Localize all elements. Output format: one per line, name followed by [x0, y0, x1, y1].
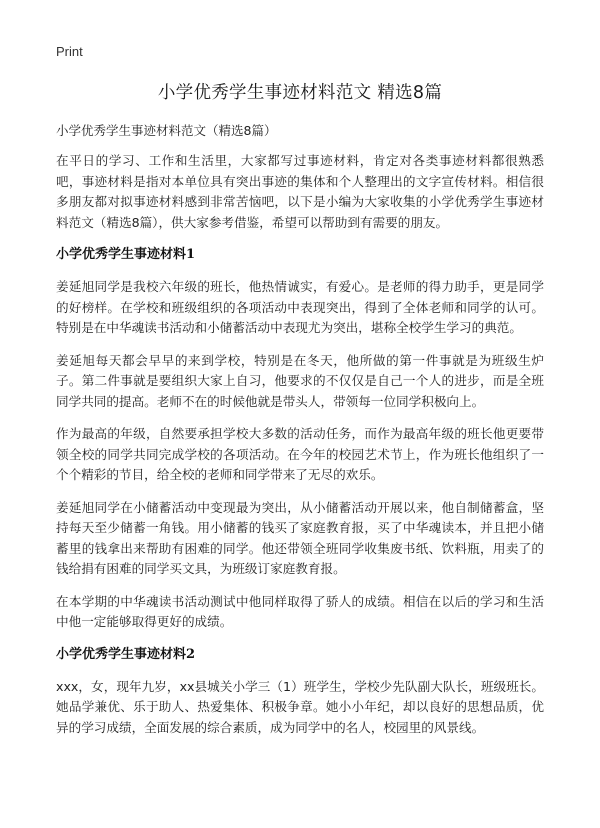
section-heading: 小学优秀学生事迹材料2: [56, 646, 196, 662]
print-label[interactable]: Print: [56, 44, 83, 59]
document-subtitle: 小学优秀学生事迹材料范文（精选8篇）: [56, 123, 277, 138]
body-paragraph: 作为最高的年级，自然要承担学校大多数的活动任务，而作为最高年级的班长他更要带领全校的同学共同完成学校的各项活动。在今年的校园艺术节上，作为班长他组织了一个个精彩的节目，给全校的老师和同学带来了无尽的欢乐。: [56, 426, 544, 482]
body-paragraph: 姜延旭同学是我校六年级的班长，他热情诚实，有爱心。是老师的得力助手，更是同学的好榜样。在学校和班级组织的各项活动中表现突出，得到了全体老师和同学的认可。特别是在中华魂读书活动和小储蓄活动中表现尤为突出，堪称全校学生学习的典范。: [56, 279, 544, 335]
body-paragraph: 在本学期的中华魂读书活动测试中他同样取得了骄人的成绩。相信在以后的学习和生活中他一定能够取得更好的成绩。: [56, 593, 544, 629]
body-paragraph: 姜延旭每天都会早早的来到学校，特别是在冬天，他所做的第一件事就是为班级生炉子。第二件事就是要组织大家上自习，他要求的不仅仅是自己一个人的进步，而是全班同学共同的提高。老师不在的时候他就是带头人，带领每一位同学积极向上。: [56, 352, 544, 409]
body-paragraph: 姜延旭同学在小储蓄活动中变现最为突出，从小储蓄活动开展以来，他自制储蓄盒，坚持每天至少储蓄一角钱。用小储蓄的钱买了家庭教育报，买了中华魂读本，并且把小储蓄里的钱拿出来帮助有困难的同学。他还带领全班同学收集废书纸、饮料瓶，用卖了的钱给捐有困难的同学买文具，为班级订家庭教育报。: [56, 499, 544, 576]
body-paragraph: xxx，女，现年九岁，xx县城关小学三（1）班学生，学校少先队副大队长，班级班长。她品学兼优、乐于助人、热爱集体、积极争章。她小小年纪，却以良好的思想品质，优异的学习成绩，全面发展的综合素质，成为同学中的名人，校园里的风景线。: [56, 678, 544, 735]
section-heading: 小学优秀学生事迹材料1: [56, 247, 196, 262]
intro-paragraph: 在平日的学习、工作和生活里，大家都写过事迹材料，肯定对各类事迹材料都很熟悉吧，事迹材料是指对本单位具有突出事迹的集体和个人整理出的文字宣传材料。相信很多朋友都对拟事迹材料感到非常苦恼吧，以下是小编为大家收集的小学优秀学生事迹材料范文（精选8篇），供大家参考借鉴，希望可以帮助到有需要的朋友。: [56, 153, 544, 230]
section-1: [56, 245, 544, 633]
document-title: 小学优秀学生事迹材料范文 精选8篇: [157, 83, 443, 103]
section-2: [56, 645, 544, 739]
